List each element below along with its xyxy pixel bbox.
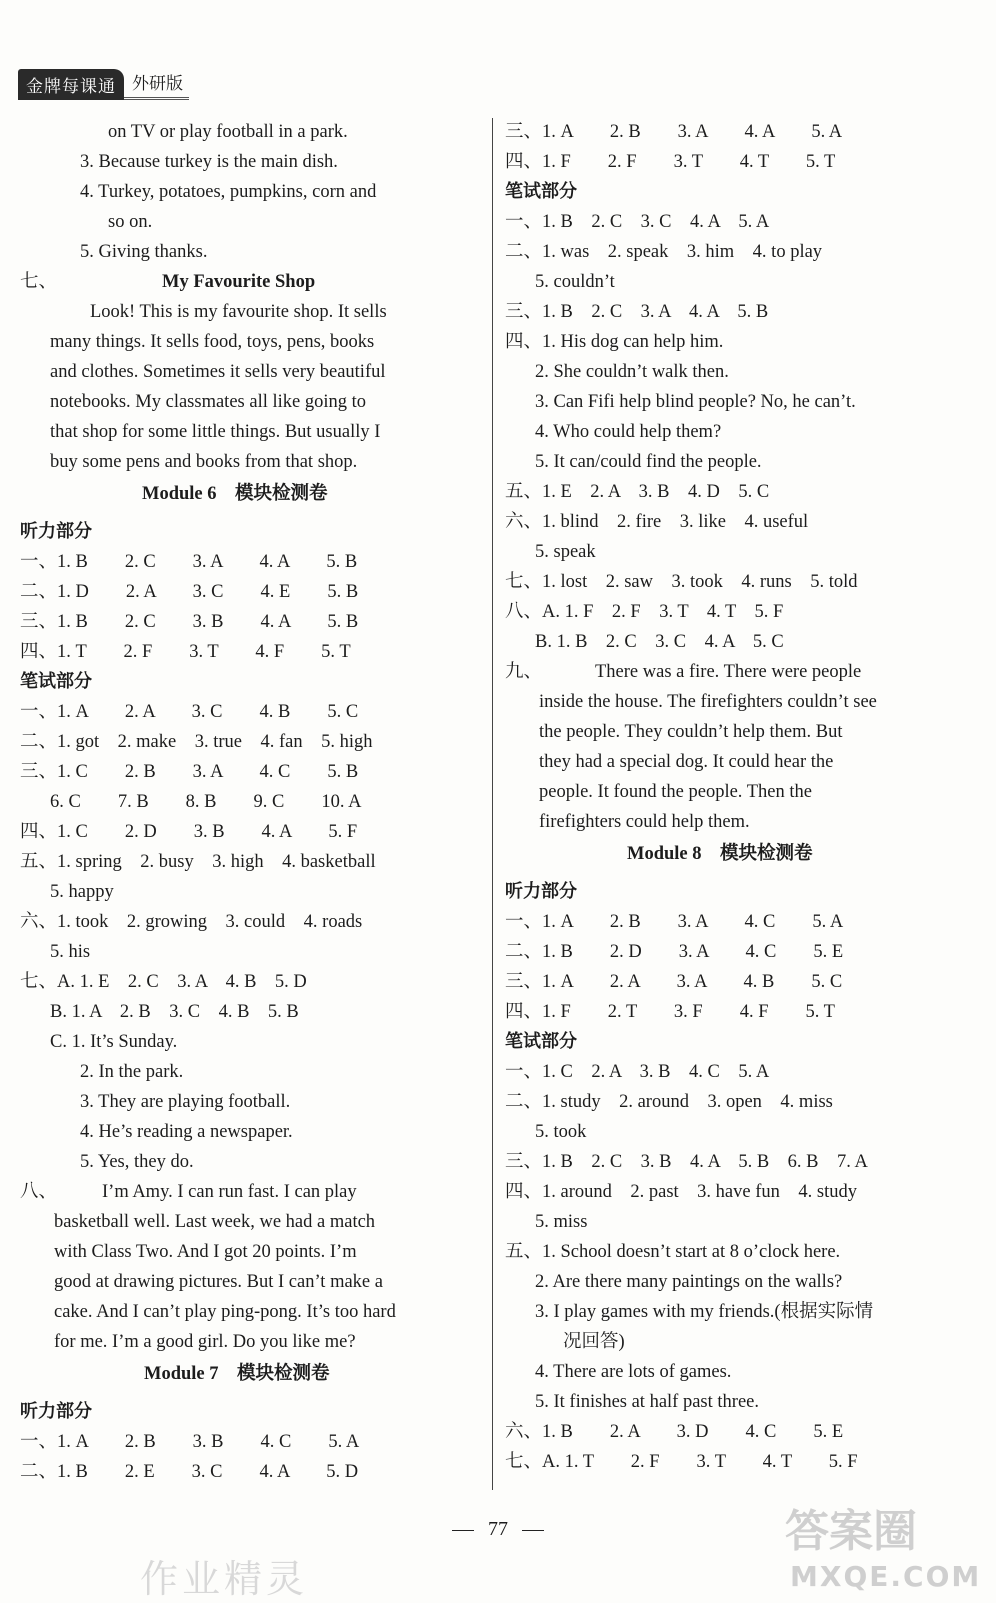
answer-line: C. 1. It’s Sunday. <box>50 1032 178 1052</box>
answer-line: 三、1. B 2. C 3. B 4. A 5. B <box>20 612 359 632</box>
answer-line: 4. There are lots of games. <box>535 1362 732 1382</box>
module-title: Module 7 模块检测卷 <box>144 1364 330 1384</box>
answer-line: 七、 <box>20 272 58 292</box>
column-divider <box>492 118 493 1490</box>
watermark-url: MXQE.COM <box>790 1560 982 1593</box>
watermark-bottom-right: 答案圈 <box>785 1506 917 1557</box>
answer-line: There was a fire. There were people <box>595 662 862 682</box>
answer-line: Look! This is my favourite shop. It sells <box>90 302 387 322</box>
answer-line: 七、1. lost 2. saw 3. took 4. runs 5. told <box>505 572 858 592</box>
answer-line: 三、1. B 2. C 3. A 4. A 5. B <box>505 302 769 322</box>
answer-line: 4. Turkey, potatoes, pumpkins, corn and <box>80 182 377 202</box>
answer-line: 2. Are there many paintings on the walls? <box>535 1272 843 1292</box>
answer-line: good at drawing pictures. But I can’t make a <box>54 1272 383 1292</box>
answer-line: 5. Giving thanks. <box>80 242 208 262</box>
answer-line: that shop for some little things. But usually I <box>50 422 381 442</box>
brand-label: 金牌每课通 <box>18 69 124 100</box>
answer-line: 四、1. F 2. F 3. T 4. T 5. T <box>505 152 836 172</box>
answer-line: 八、 <box>20 1182 58 1202</box>
answer-line: 3. I play games with my friends.(根据实际情 <box>535 1302 874 1322</box>
answer-line: 四、1. C 2. D 3. B 4. A 5. F <box>20 822 358 842</box>
answer-line: inside the house. The firefighters couldn’t see <box>539 692 877 712</box>
answer-line: 一、1. A 2. A 3. C 4. B 5. C <box>20 702 359 722</box>
answer-line: 5. It finishes at half past three. <box>535 1392 759 1412</box>
answer-line: 2. In the park. <box>80 1062 184 1082</box>
answer-line: 二、1. study 2. around 3. open 4. miss <box>505 1092 833 1112</box>
answer-line: basketball well. Last week, we had a match <box>54 1212 376 1232</box>
answer-line: B. 1. B 2. C 3. C 4. A 5. C <box>535 632 784 652</box>
answer-line: 一、1. B 2. C 3. C 4. A 5. A <box>505 212 770 232</box>
answer-line: 5. It can/could find the people. <box>535 452 762 472</box>
answer-line: with Class Two. And I got 20 points. I’m <box>54 1242 357 1262</box>
answer-line: 二、1. was 2. speak 3. him 4. to play <box>505 242 823 262</box>
answer-line: B. 1. A 2. B 3. C 4. B 5. B <box>50 1002 299 1022</box>
answer-line: 四、1. F 2. T 3. F 4. F 5. T <box>505 1002 835 1022</box>
answer-line: 5. happy <box>50 882 114 902</box>
answer-line: 五、1. School doesn’t start at 8 o’clock here. <box>505 1242 841 1262</box>
answer-line: and clothes. Sometimes it sells very beautiful <box>50 362 386 382</box>
answer-line: 三、1. B 2. C 3. B 4. A 5. B 6. B 7. A <box>505 1152 868 1172</box>
answer-line: 6. C 7. B 8. B 9. C 10. A <box>50 792 362 812</box>
answer-line: 5. speak <box>535 542 596 562</box>
answer-line: 七、A. 1. T 2. F 3. T 4. T 5. F <box>505 1452 858 1472</box>
answer-line: for me. I’m a good girl. Do you like me? <box>54 1332 356 1352</box>
answer-line: 4. Who could help them? <box>535 422 722 442</box>
answer-line: cake. And I can’t play ping-pong. It’s too hard <box>54 1302 396 1322</box>
answer-line: 八、A. 1. F 2. F 3. T 4. T 5. F <box>505 602 784 622</box>
dash-right <box>522 1530 544 1531</box>
section-heading: 听力部分 <box>20 1401 92 1422</box>
section-heading: 听力部分 <box>505 881 577 902</box>
section-heading: 笔试部分 <box>505 1031 577 1052</box>
answer-line: 5. miss <box>535 1212 588 1232</box>
answer-line: people. It found the people. Then the <box>539 782 812 802</box>
answer-line: 一、1. B 2. C 3. A 4. A 5. B <box>20 552 358 572</box>
answer-line: 二、1. D 2. A 3. C 4. E 5. B <box>20 582 359 602</box>
answer-line: firefighters could help them. <box>539 812 750 832</box>
answer-line: 四、1. around 2. past 3. have fun 4. study <box>505 1182 857 1202</box>
answer-line: 5. his <box>50 942 91 962</box>
module-title: Module 6 模块检测卷 <box>142 484 328 504</box>
answer-line: they had a special dog. It could hear the <box>539 752 834 772</box>
answer-line: 3. Can Fifi help blind people? No, he can’t. <box>535 392 856 412</box>
watermark-bottom-left: 作业精灵 <box>140 1557 309 1601</box>
module-title: Module 8 模块检测卷 <box>627 844 813 864</box>
answer-line: 3. Because turkey is the main dish. <box>80 152 338 172</box>
answer-line: 四、1. T 2. F 3. T 4. F 5. T <box>20 642 351 662</box>
edition-label: 外研版 <box>124 69 189 100</box>
answer-line: 2. She couldn’t walk then. <box>535 362 729 382</box>
answer-line: buy some pens and books from that shop. <box>50 452 358 472</box>
answer-line: 七、A. 1. E 2. C 3. A 4. B 5. D <box>20 972 307 992</box>
answer-line: 4. He’s reading a newspaper. <box>80 1122 293 1142</box>
answer-line: 六、1. B 2. A 3. D 4. C 5. E <box>505 1422 844 1442</box>
answer-line: 五、1. E 2. A 3. B 4. D 5. C <box>505 482 770 502</box>
answer-line: 二、1. B 2. D 3. A 4. C 5. E <box>505 942 844 962</box>
answer-line: so on. <box>108 212 153 232</box>
answer-line: 一、1. A 2. B 3. A 4. C 5. A <box>505 912 844 932</box>
answer-line: 5. took <box>535 1122 587 1142</box>
answer-line: 五、1. spring 2. busy 3. high 4. basketball <box>20 852 376 872</box>
dash-left <box>452 1530 474 1531</box>
answer-line: 四、1. His dog can help him. <box>505 332 724 352</box>
answer-line: 二、1. got 2. make 3. true 4. fan 5. high <box>20 732 373 752</box>
answer-line: 六、1. blind 2. fire 3. like 4. useful <box>505 512 809 532</box>
answer-line: 二、1. B 2. E 3. C 4. A 5. D <box>20 1462 359 1482</box>
answer-line: 三、1. A 2. A 3. A 4. B 5. C <box>505 972 843 992</box>
book-header <box>18 72 189 100</box>
answer-line: I’m Amy. I can run fast. I can play <box>102 1182 357 1202</box>
section-heading: 笔试部分 <box>505 181 577 202</box>
section-heading: 听力部分 <box>20 521 92 542</box>
answer-line: on TV or play football in a park. <box>108 122 348 142</box>
answer-line: notebooks. My classmates all like going to <box>50 392 366 412</box>
module-title: My Favourite Shop <box>162 272 316 292</box>
answer-line: 六、1. took 2. growing 3. could 4. roads <box>20 912 363 932</box>
answer-line: the people. They couldn’t help them. But <box>539 722 843 742</box>
answer-line: 5. couldn’t <box>535 272 615 292</box>
answer-line: 一、1. C 2. A 3. B 4. C 5. A <box>505 1062 770 1082</box>
page-number: 77 <box>488 1518 508 1540</box>
answer-line: 况回答) <box>563 1332 625 1352</box>
section-heading: 笔试部分 <box>20 671 92 692</box>
answer-line: 三、1. A 2. B 3. A 4. A 5. A <box>505 122 843 142</box>
answer-line: 一、1. A 2. B 3. B 4. C 5. A <box>20 1432 360 1452</box>
answer-line: 三、1. C 2. B 3. A 4. C 5. B <box>20 762 359 782</box>
answer-line: 5. Yes, they do. <box>80 1152 194 1172</box>
answer-line: many things. It sells food, toys, pens, books <box>50 332 375 352</box>
answer-line: 3. They are playing football. <box>80 1092 291 1112</box>
answer-line: 九、 <box>505 662 543 682</box>
